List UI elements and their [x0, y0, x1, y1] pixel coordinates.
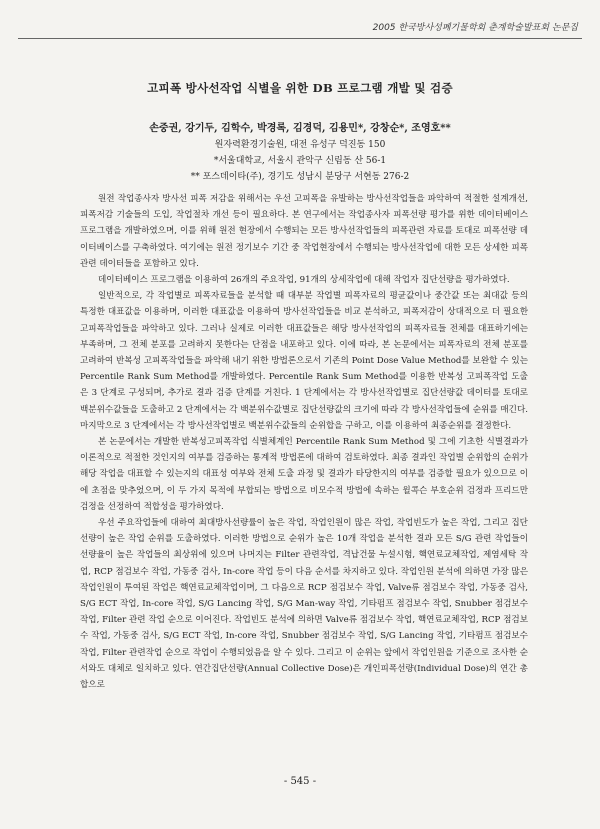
paragraph-5: 우선 주요작업들에 대하여 최대방사선량률이 높은 작업, 작업인원이 많은 작업, 작업빈도가 높은 작업, 그리고 집단선량이 높은 작업 순위를 도출하였다. 이러한 방법으로 순위가 높은 10개 작업을 분석한 결과 모든 S/G 관련 작업들이 선량율이 높은 작업들의 최상위에 있으며 나머지는 Filter 관련작업, 격납건물 누설시험, 핵연료교체작업, 제염세탁 작업, RCP 점검보수 작업, 가동중 검사, In-core 작업 등이 다음 순서를 차지하고 있다. 작업인원 분석에 의하면 가장 많은 작업인원이 투여된 작업은 핵연료교체작업이며, 그 다음으로 RCP 점검보수 작업, Valve류 점검보수 작업, 가동중 검사, S/G ECT 작업, In-core 작업, S/G Lancing 작업, S/G Man-way 작업, 기타펌프 점검보수 작업, Snubber 점검보수 작업, Filter 관련 작업 순으로 이어진다. 작업빈도 분석에 의하면 Valve류 점검보수 작업, 핵연료교체작업, RCP 점검보수 작업, 가동중 검사, S/G ECT 작업, In-core 작업, Snubber 점검보수 작업, S/G Lancing 작업, 기타펌프 점검보수 작업, Filter 관련작업 순으로 작업이 수행되었음을 알 수 있다. 그리고 이 순위는 앞에서 작업인원을 기준으로 조사한 순서와도 대체로 일치하고 있다. 연간집단선량(Annual Collective Dose)은 개인피폭선량(Individual Dose)의 연간 총합으로	[80, 518, 528, 691]
paragraph-4: 본 논문에서는 개발한 반복성고피폭작업 식별체계인 Percentile Rank Sum Method 및 그에 기초한 식별결과가 이론적으로 적절한 것인지의 여부를 검증하는 통계적 방법론에 대하여 검토하였다. 최종 결과인 작업별 순위합의 순위가 해당 작업을 대표할 수 있는지의 대표성 여부와 전체 도출 과정 및 결과가 타당한지의 여부를 검증할 필요가 있으므로 이에 초점을 맞추었으며, 이 두 가지 목적에 부합되는 방법으로 비모수적 방법에 속하는 윌콕슨 부호순위 검정과 프리드만 검정을 선정하여 적합성을 평가하였다.	[80, 437, 528, 512]
affiliation-3: ** 포스데이타(주), 경기도 성남시 분당구 서현동 276-2	[190, 172, 410, 182]
running-header: 2005 한국방사성폐기물학회 춘계학술발표회 논문집	[372, 23, 578, 33]
paragraph-1: 원전 작업종사자 방사선 피폭 저감을 위해서는 우선 고피폭을 유발하는 방사선작업들을 파악하여 적절한 설계개선, 피폭저감 기술들의 도입, 작업절차 개선 등이 필요하다. 본 연구에서는 작업종사자 피폭선량 평가를 위한 데이터베이스 프로그램을 개발하였으며, 이를 위해 원전 현장에서 수행되는 모든 방사선작업들의 피폭관련 자료를 토대로 피폭선량 데이터베이스를 구축하였다. 여기에는 원전 정기보수 기간 중 작업현장에서 수행되는 방사선작업에 대한 모든 상세한 피폭관련 데이터들을 포함하고 있다.	[80, 194, 528, 269]
header-rule	[18, 38, 582, 39]
affiliation-2: *서울대학교, 서울시 관악구 신림동 산 56-1	[213, 156, 387, 166]
paragraph-3: 일반적으로, 각 작업별로 피폭자료들을 분석할 때 대부분 작업별 피폭자료의 평균값이나 중간값 또는 최대값 등의 특정한 대표값을 이용하며, 이러한 대표값을 이용하여 방사선작업들을 비교 분석하고, 피폭저감이 상대적으로 더 필요한 고피폭작업들을 파악하고 있다. 그러나 실제로 이러한 대표값들은 해당 방사선작업의 피폭자료들 전체를 대표하기에는 부족하며, 그 전체 분포를 고려하지 못한다는 단점을 내포하고 있다. 이에 따라, 본 논문에서는 피폭자료의 전체 분포를 고려하여 반복성 고피폭작업들을 파악해 내기 위한 방법론으로서 기존의 Point Dose Value Method를 보완할 수 있는 Percentile Rank Sum Method를 개발하였다. Percentile Rank Sum Method를 이용한 반복성 고피폭작업 도출은 3 단계로 구성되며, 추가로 결과 검증 단계를 거친다. 1 단계에서는 각 방사선작업별로 집단선량값 데이터를 토대로 백분위수값들을 도출하고 2 단계에서는 각 백분위수값별로 집단선량값의 크기에 따라 각 방사선작업들에 순위를 매긴다. 마지막으로 3 단계에서는 각 방사선작업별로 백분위수값들의 순위합을 구하고, 이를 이용하여 최종순위를 결정한다.	[80, 291, 528, 431]
affiliation-1: 원자력환경기술원, 대전 유성구 덕진동 150	[214, 140, 386, 150]
page-number: - 545 -	[283, 776, 317, 787]
author-list: 손중권, 강기두, 김학수, 박경록, 김경덕, 김용민*, 강창순*, 조영호**	[149, 123, 451, 134]
body-text	[80, 191, 528, 693]
paper-title: 고피폭 방사선작업 식별을 위한 DB 프로그램 개발 및 검증	[147, 81, 453, 95]
paragraph-2: 데이터베이스 프로그램을 이용하여 26개의 주요작업, 91개의 상세작업에 대해 작업자 집단선량을 평가하였다.	[98, 275, 510, 286]
